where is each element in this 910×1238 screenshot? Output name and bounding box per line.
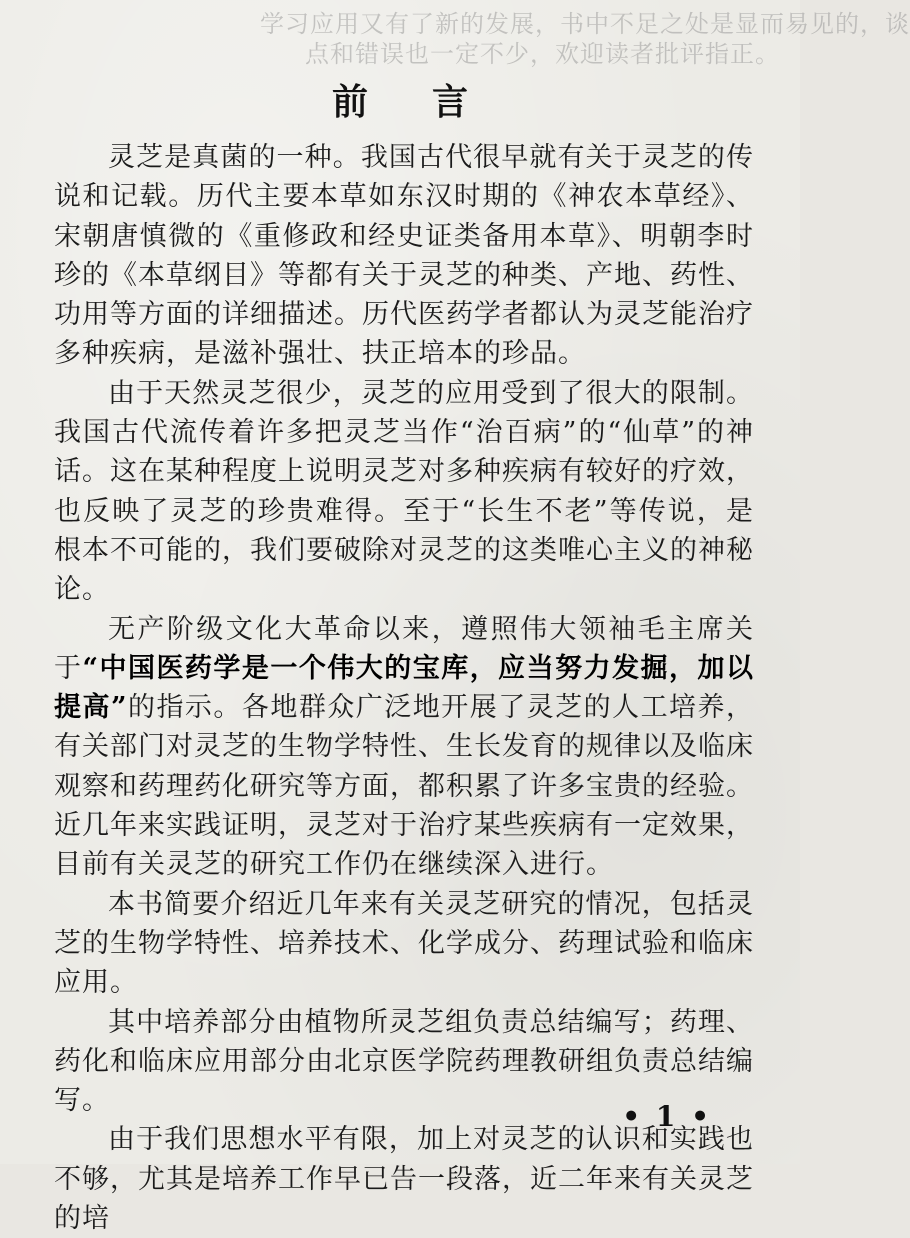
paragraph-1: 灵芝是真菌的一种。我国古代很早就有关于灵芝的传说和记载。历代主要本草如东汉时期的《神农本草经》、宋朝唐慎微的《重修政和经史证类备用本草》、明朝李时珍的《本草纲目》等都有关于灵芝的种类、产地、药性、功用等方面的详细描述。历代医药学者都认为灵芝能治疗多种疾病，是滋补强壮、扶正培本的珍品。 <box>54 142 754 370</box>
paragraph-6: 由于我们思想水平有限，加上对灵芝的认识和实践也不够，尤其是培养工作早已告一段落，近二年来有关灵芝的培 <box>54 1124 754 1235</box>
paragraph-5: 其中培养部分由植物所灵芝组负责总结编写；药理、药化和临床应用部分由北京医学院药理教研组负责总结编写。 <box>54 1006 754 1117</box>
bleed-through-text-line-2: 点和错误也一定不少，欢迎读者批评指正。 <box>305 40 780 68</box>
page-title: 前言 <box>331 81 532 123</box>
chairman-quote: “中国医药学是一个伟大的宝库，应当努力发掘，加以提高” <box>54 652 755 724</box>
preface-body <box>54 138 754 1238</box>
paragraph-2: 由于天然灵芝很少，灵芝的应用受到了很大的限制。我国古代流传着许多把灵芝当作“治百病”的“仙草”的神话。这在某种程度上说明灵芝对多种疾病有较好的疗效，也反映了灵芝的珍贵难得。至于“长生不老”等传说，是根本不可能的，我们要破除对灵芝的这类唯心主义的神秘论。 <box>54 377 754 606</box>
paragraph-4: 本书简要介绍近几年来有关灵芝研究的情况，包括灵芝的生物学特性、培养技术、化学成分、药理试验和临床应用。 <box>54 888 754 999</box>
bleed-through-text-line-1: 学习应用又有了新的发展，书中不足之处是显而易见的，谈 <box>260 10 910 38</box>
paragraph-3 <box>54 610 754 885</box>
paragraph-3-lead: 无产阶级文化大革命以来，遵照伟大领袖毛主席关于 <box>54 613 754 684</box>
paragraph-3-rest: 的指示。各地群众广泛地开展了灵芝的人工培养，有关部门对灵芝的生物学特性、生长发育的规律以及临床观察和药理药化研究等方面，都积累了许多宝贵的经验。近几年来实践证明，灵芝对于治疗某些疾病有一定效果，目前有关灵芝的研究工作仍在继续深入进行。 <box>54 692 755 881</box>
page-number: • 1 • <box>622 1100 712 1133</box>
